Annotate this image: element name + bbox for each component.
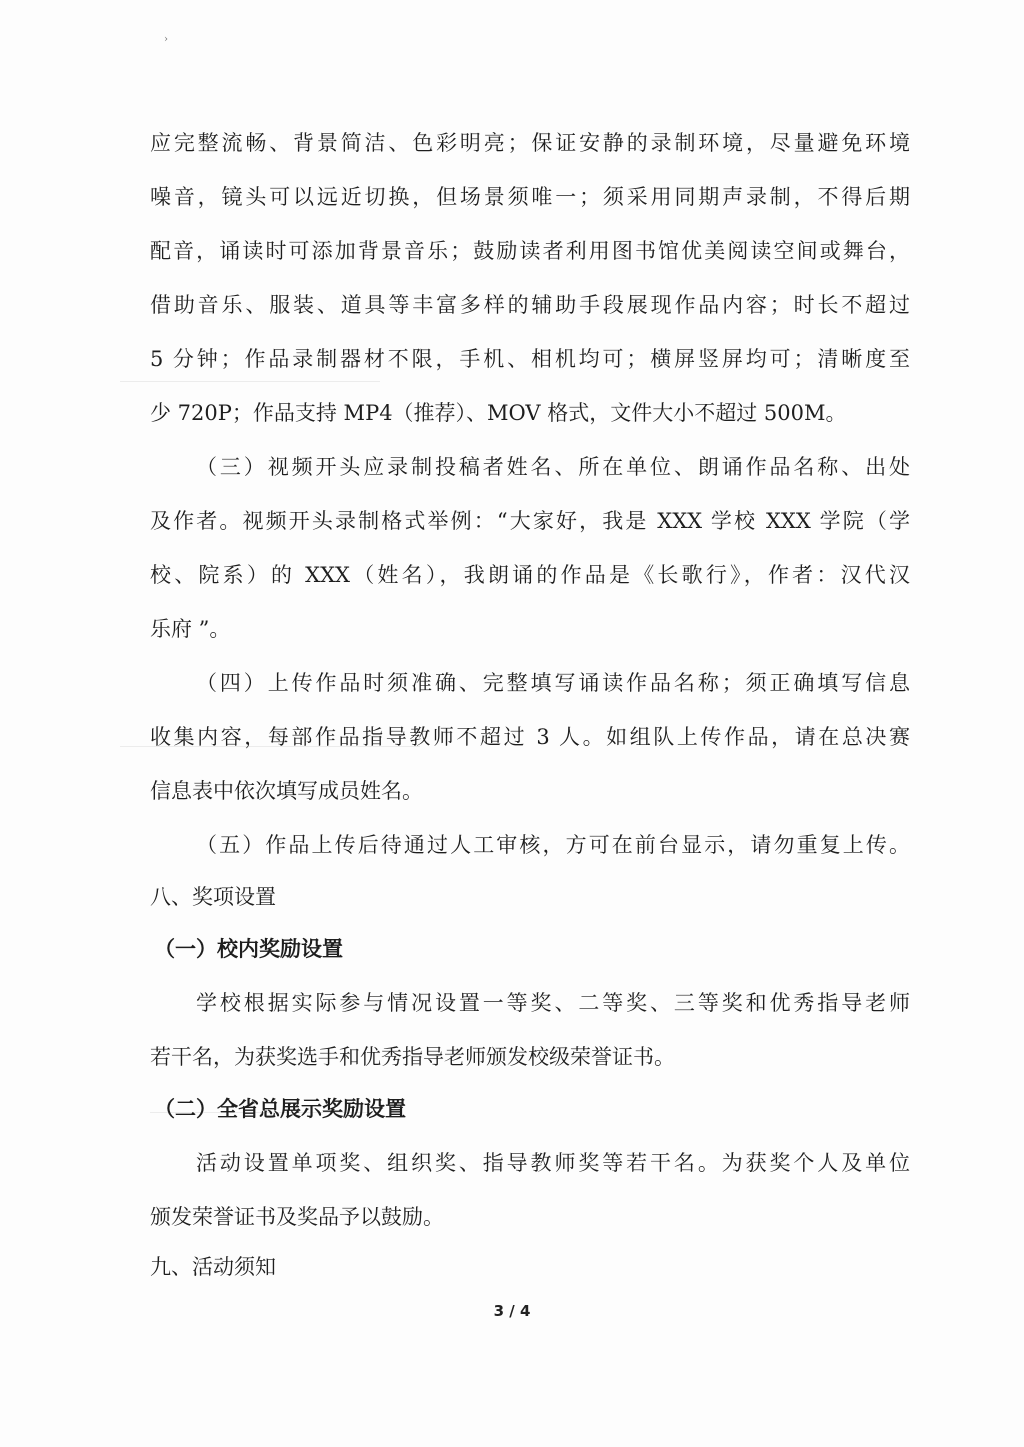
body-line: 颁发荣誉证书及奖品予以鼓励。 <box>150 1205 444 1229</box>
body-line: 信息表中依次填写成员姓名。 <box>150 779 423 803</box>
body-line: 噪音，镜头可以远近切换，但场景须唯一；须采用同期声录制，不得后期 <box>150 185 910 209</box>
scan-speck: › <box>164 34 168 45</box>
body-line: 5 分钟；作品录制器材不限，手机、相机均可；横屏竖屏均可；清晰度至 <box>150 347 910 371</box>
page-number: 3 / 4 <box>493 1302 531 1320</box>
subheading-school-awards: （一）校内奖励设置 <box>154 936 343 961</box>
subheading-province-awards: （二）全省总展示奖励设置 <box>154 1096 406 1121</box>
body-line: 校、院系）的 XXX（姓名），我朗诵的作品是《长歌行》，作者：汉代汉 <box>150 563 910 587</box>
body-line: 少 720P；作品支持 MP4（推荐）、MOV 格式，文件大小不超过 500M。 <box>150 401 847 425</box>
section-heading-notice: 九、活动须知 <box>150 1255 276 1279</box>
body-line: 收集内容，每部作品指导教师不超过 3 人。如组队上传作品，请在总决赛 <box>150 725 910 749</box>
paragraph-4-line: （四）上传作品时须准确、完整填写诵读作品名称；须正确填写信息 <box>196 671 910 695</box>
paragraph-5-line: （五）作品上传后待通过人工审核，方可在前台显示，请勿重复上传。 <box>196 833 910 857</box>
body-line: 及作者。视频开头录制格式举例：“大家好，我是 XXX 学校 XXX 学院（学 <box>150 509 910 533</box>
paragraph-school-awards-line: 学校根据实际参与情况设置一等奖、二等奖、三等奖和优秀指导老师 <box>196 991 910 1015</box>
scan-artifact-line <box>120 381 380 382</box>
section-heading-awards: 八、奖项设置 <box>150 885 276 909</box>
body-line: 若干名，为获奖选手和优秀指导老师颁发校级荣誉证书。 <box>150 1045 675 1069</box>
body-line: 配音，诵读时可添加背景音乐；鼓励读者利用图书馆优美阅读空间或舞台， <box>150 239 910 263</box>
body-line: 借助音乐、服装、道具等丰富多样的辅助手段展现作品内容；时长不超过 <box>150 293 910 317</box>
body-line: 应完整流畅、背景简洁、色彩明亮；保证安静的录制环境，尽量避免环境 <box>150 131 910 155</box>
paragraph-province-awards-line: 活动设置单项奖、组织奖、指导教师奖等若干名。为获奖个人及单位 <box>196 1151 910 1175</box>
paragraph-3-line: （三）视频开头应录制投稿者姓名、所在单位、朗诵作品名称、出处 <box>196 455 910 479</box>
body-line: 乐府 ”。 <box>150 617 231 641</box>
